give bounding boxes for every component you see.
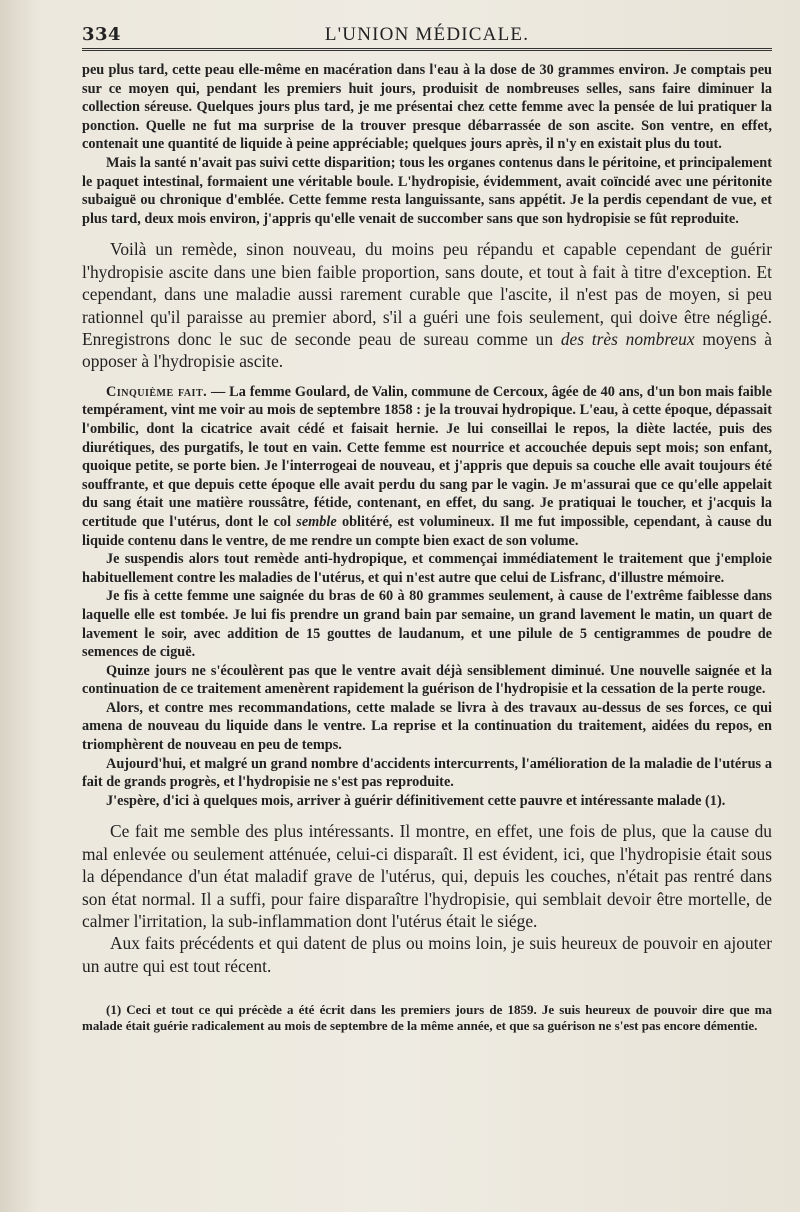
page-header bbox=[82, 18, 772, 51]
paragraph-3-part-1: Voilà un remède, sinon nouveau, du moins peu répandu et capable cependant de guérir l'hydropisie ascite dans une bien faible proportion, sans doute, et tout à fait à titre d'exception. Et cependant, dans une maladie aussi rarement curable que l'ascite, il n'est pas de moyen, si peu rationnel qu'il paraisse au premier abord, s'il a guéri une fois seulement, qui doive être négligé. Enregistrons donc le suc de seconde peau de sureau comme un bbox=[82, 239, 772, 349]
paragraph-4-part-1: — La femme Goulard, de Valin, commune de Cercoux, âgée de 40 ans, d'un bon mais faible tempérament, vint me voir au mois de septembre 1858 : je la trouvai hydropique. L'eau, à cette époque, dépassait l'ombilic, dont la cicatrice avait cédé et faisait hernie. Je lui conseillai le repos, la diète lactée, puis des diurétiques, des purgatifs, le tout en vain. Cette femme est nourrice et accouchée depuis sept mois; son enfant, quoique petite, se porte bien. Je l'interrogeai de nouveau, et j'appris que depuis sa couche elle avait toujours été souffrante, et que depuis cette époque elle avait perdu du sang par le vagin. Je m'assurai que ce qu'elle appelait du sang était une matière roussâtre, fétide, contenant, en effet, du sang. Je pratiquai le toucher, et j'acquis la certitude que l'utérus, dont le col bbox=[82, 383, 772, 530]
paragraph-1: peu plus tard, cette peau elle-même en macération dans l'eau à la dose de 30 grammes environ. Je comptais peu sur ce moyen qui, pendant les premiers huit jours, produisit de nombreuses selles, sans faire diminuer la collection séreuse. Quelques jours plus tard, je me présentai chez cette femme avec la pensée de lui pratiquer la ponction. Quelle ne fut ma surprise de la trouver presque débarrassée de son ascite. Son ventre, en effet, contenait une quantité de liquide à peine appréciable; quelques jours après, il n'y en existait plus du tout. bbox=[82, 62, 772, 153]
block-gap bbox=[82, 810, 772, 820]
paragraph-2: Mais la santé n'avait pas suivi cette disparition; tous les organes contenus dans le péritoine, et principalement le paquet intestinal, formaient une véritable boule. L'hydropisie, évidemment, avait coïncidé avec une péritonite subaiguë ou chronique d'emblée. Cette femme resta languissante, sans appétit. Je la perdis cependant de vue, et plus tard, deux mois environ, j'appris qu'elle venait de succomber sans que son hydropisie se fût reproduite. bbox=[82, 154, 772, 227]
section-label: Cinquième fait. bbox=[106, 383, 208, 400]
paragraph-7: Quinze jours ne s'écoulèrent pas que le ventre avait déjà sensiblement diminué. Une nouvelle saignée et la continuation de ce traitement amenèrent rapidement la guérison de l'hydropisie et la cessation de la perte rouge. bbox=[82, 662, 772, 698]
paragraph-6: Je fis à cette femme une saignée du bras de 60 à 80 grammes seulement, à cause de l'extrême faiblesse dans laquelle elle est tombée. Je lui fis prendre un grand bain par semaine, un grand lavement le matin, un quart de lavement le soir, avec addition de 15 gouttes de laudanum, et une pilule de 5 centigrammes de poudre de semences de ciguë. bbox=[82, 588, 772, 661]
paragraph-4-part-2: oblitéré, est volumineux. Il me fut impossible, cependant, à cause du liquide contenu dans le ventre, de me rendre un compte bien exact de son volume. bbox=[82, 513, 772, 549]
footnote: (1) Ceci et tout ce qui précède a été écrit dans les premiers jours de 1859. Je suis heureux de pouvoir dire que ma malade était guérie radicalement au mois de septembre de la même année, et que sa guérison ne s'est pas encore démentie. bbox=[82, 1002, 772, 1034]
block-gap bbox=[82, 373, 772, 383]
paragraph-10: J'espère, d'ici à quelques mois, arriver à guérir définitivement cette pauvre et intéressante malade (1). bbox=[106, 792, 726, 809]
article-body bbox=[82, 61, 772, 1034]
paragraph-3 bbox=[82, 238, 772, 372]
paragraph-3-part-2: moyens à opposer à l'hydropisie ascite. bbox=[82, 328, 772, 372]
paragraph-9: Aujourd'hui, et malgré un grand nombre d'accidents intercurrents, l'amélioration de la maladie de l'utérus a fait de grands progrès, et l'hydropisie ne s'est pas reproduite. bbox=[82, 755, 772, 791]
footnote-separator bbox=[82, 993, 772, 994]
paragraph-11: Ce fait me semble des plus intéressants. Il montre, en effet, une fois de plus, que la cause du mal enlevée ou seulement atténuée, celui-ci disparaît. Il est évident, ici, que l'hydropisie était sous la dépendance d'un état maladif grave de l'utérus, qui, depuis les couches, n'était pas rentré dans son état normal. Il a suffi, pour faire disparaître l'hydropisie, qui semblait devoir être mortelle, de calmer l'irritation, la sub-inflammation dont l'utérus était le siége. bbox=[82, 821, 772, 932]
page-number: 334 bbox=[82, 24, 122, 45]
paragraph-5: Je suspendis alors tout remède anti-hydropique, et commençai immédiatement le traitement que j'emploie habituellement contre les maladies de l'utérus, et qui n'est autre que celui de Lisfranc, d'illustre mémoire. bbox=[82, 551, 772, 586]
paragraph-4 bbox=[82, 383, 772, 550]
paragraph-4-emphasis: semble bbox=[296, 513, 337, 530]
block-gap bbox=[82, 228, 772, 238]
paragraph-12: Aux faits précédents et qui datent de plus ou moins loin, je suis heureux de pouvoir en ajouter un autre qui est tout récent. bbox=[82, 933, 772, 976]
running-title: L'UNION MÉDICALE. bbox=[324, 24, 530, 45]
paragraph-3-emphasis: des très nombreux bbox=[560, 328, 695, 349]
paragraph-8: Alors, et contre mes recommandations, cette malade se livra à des travaux au-dessus de ses forces, ce qui amena de nouveau du liquide dans le ventre. La reprise et la continuation du traitement, aidées du repos, en triomphèrent de nouveau en peu de temps. bbox=[82, 699, 772, 754]
